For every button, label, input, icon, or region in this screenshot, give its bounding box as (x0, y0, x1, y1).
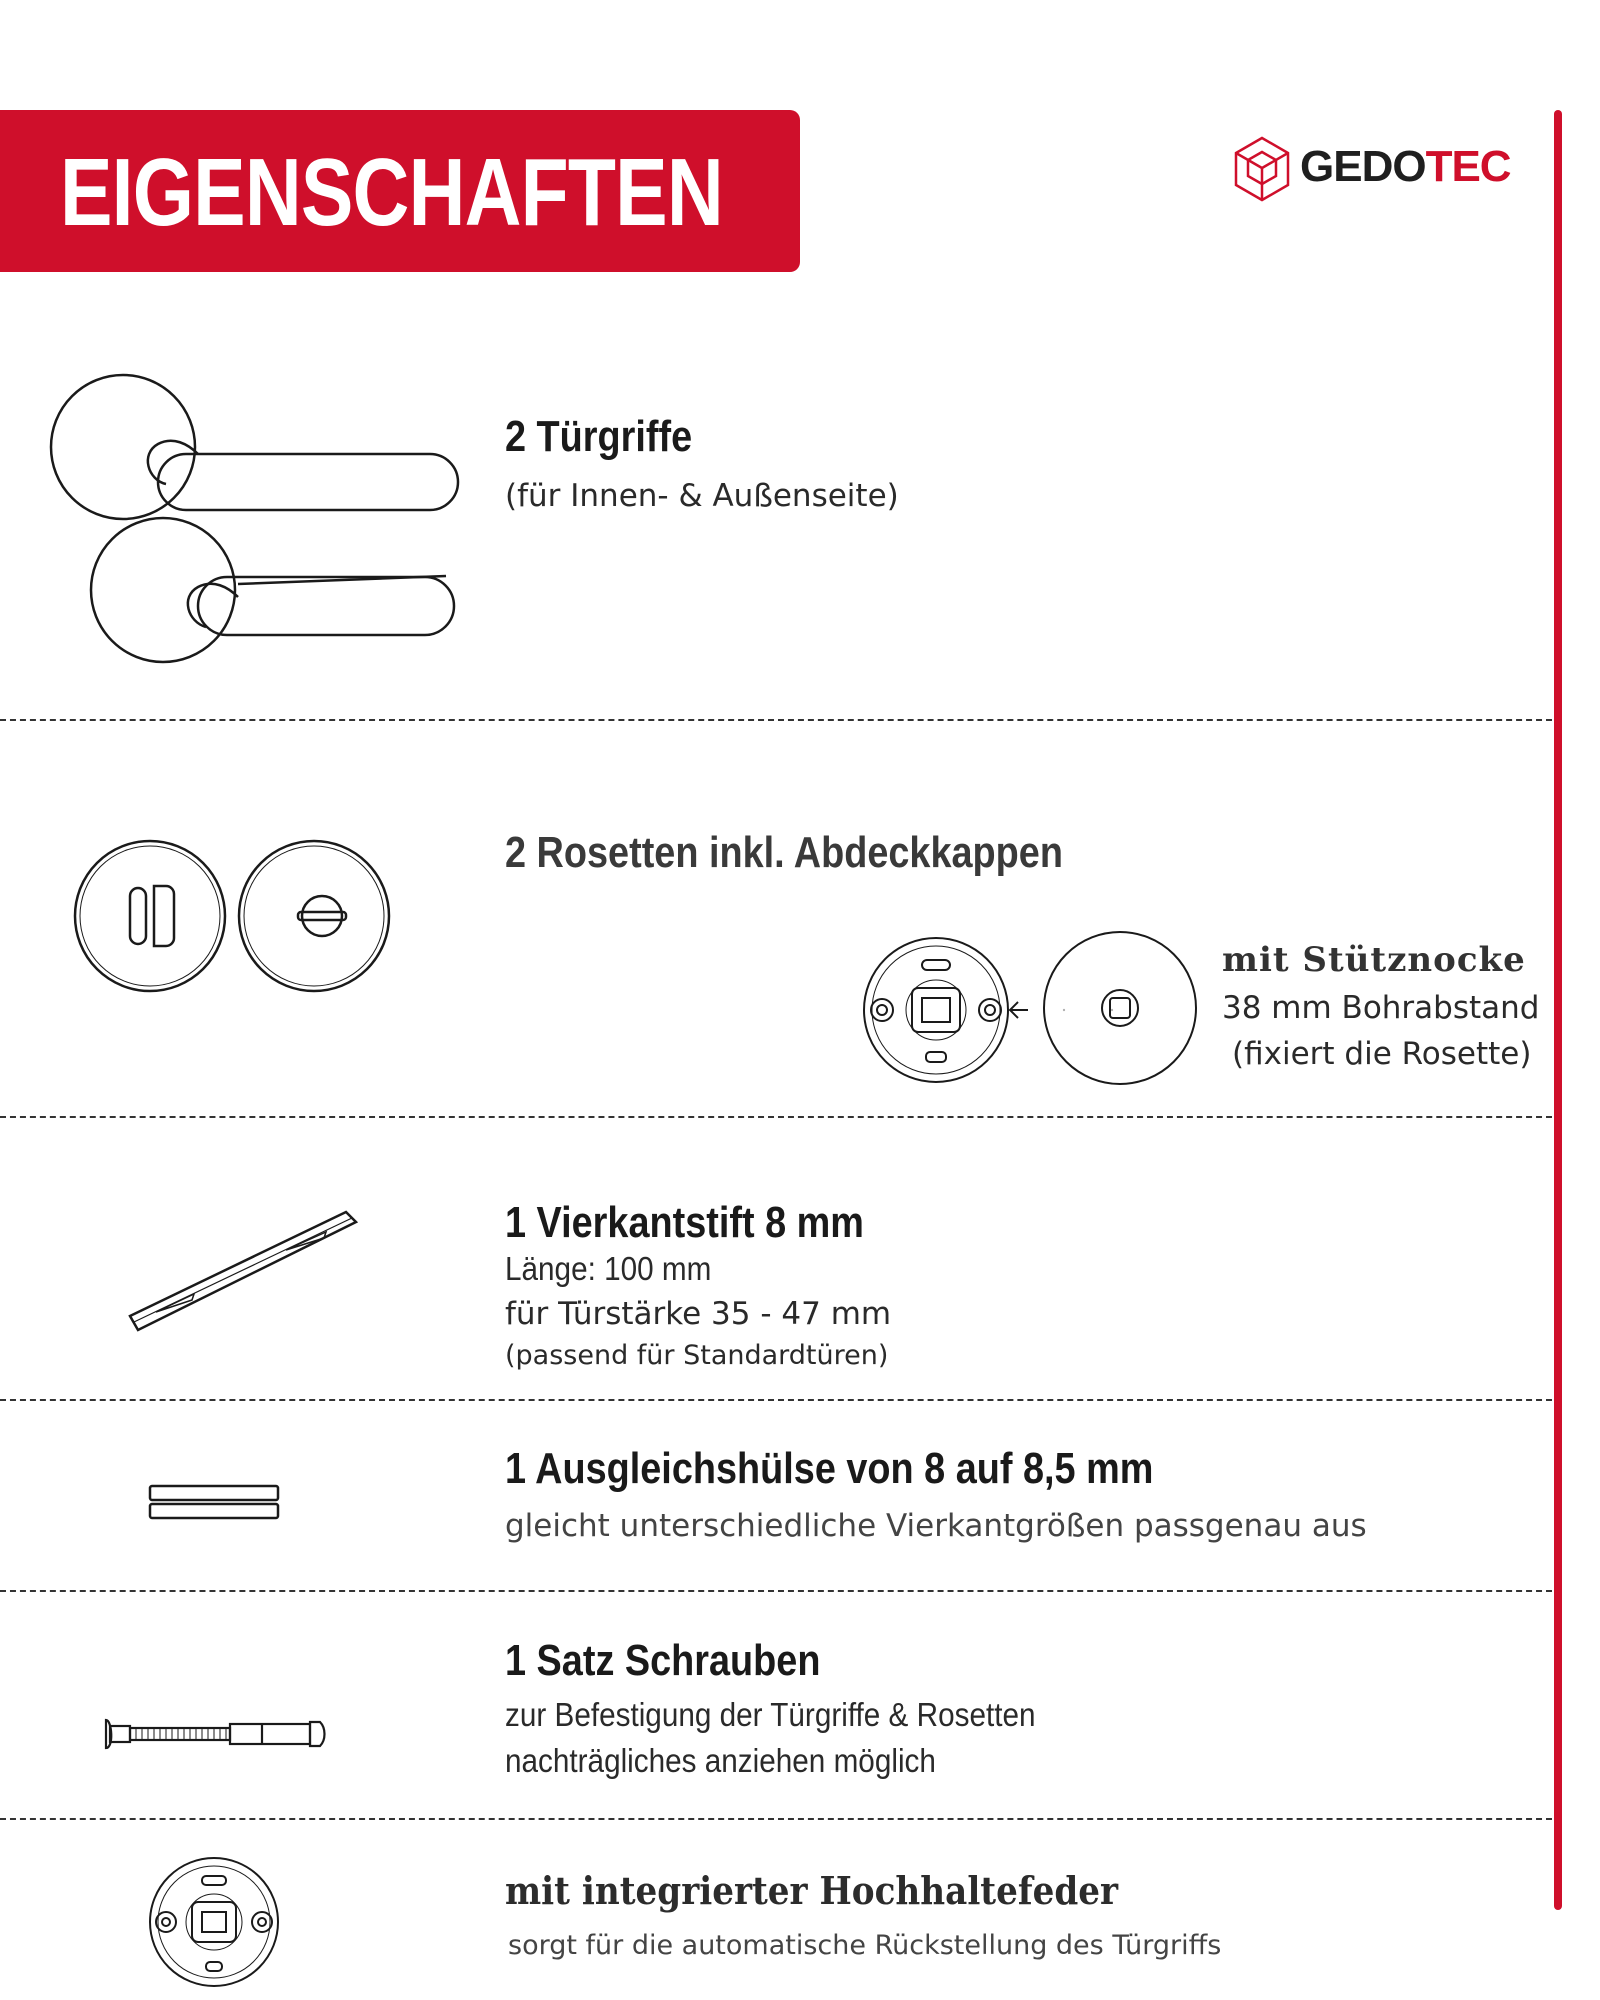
screw-icon (102, 1716, 328, 1752)
detail-title: mit Stütznocke (1222, 940, 1526, 980)
item-title: 2 Rosetten inkl. Abdeckkappen (505, 828, 1063, 877)
divider (0, 1116, 1552, 1118)
item-line: nachträgliches anziehen möglich (505, 1742, 936, 1779)
item-title: 1 Vierkantstift 8 mm (505, 1198, 864, 1247)
adapter-sleeve-icon (148, 1482, 282, 1522)
banner-title: EIGENSCHAFTEN (60, 139, 723, 246)
item-title: 2 Türgriffe (505, 412, 693, 461)
detail-line: 38 mm Bohrabstand (1222, 990, 1540, 1026)
header-banner (0, 110, 800, 272)
brand-logo (1232, 134, 1522, 204)
item-title: 1 Satz Schrauben (505, 1636, 821, 1685)
divider (0, 719, 1552, 721)
logo-wordmark: GEDOTEC (1300, 142, 1511, 191)
item-title: 1 Ausgleichshülse von 8 auf 8,5 mm (505, 1444, 1154, 1493)
item-title: mit integrierter Hochhaltefeder (505, 1868, 1119, 1913)
item-line: (für Innen- & Außenseite) (505, 478, 899, 514)
item-line: zur Befestigung der Türgriffe & Rosetten (505, 1696, 1036, 1733)
divider (0, 1818, 1552, 1820)
detail-line: (fixiert die Rosette) (1232, 1036, 1532, 1072)
rosettes-icon (72, 836, 394, 996)
item-line: für Türstärke 35 - 47 mm (505, 1296, 892, 1332)
return-spring-icon (146, 1854, 282, 1990)
item-line: Länge: 100 mm (505, 1250, 712, 1287)
rosette-cap-icon (1040, 928, 1200, 1088)
divider (0, 1590, 1552, 1592)
square-spindle-icon (126, 1208, 360, 1332)
door-handles-icon (48, 372, 468, 668)
item-line: gleicht unterschiedliche Vierkantgrößen passgenau aus (505, 1508, 1367, 1544)
logo-cube-icon (1232, 134, 1292, 204)
divider (0, 1399, 1552, 1401)
item-line: (passend für Standardtüren) (505, 1340, 889, 1371)
accent-vertical-bar (1554, 110, 1562, 1910)
item-line: sorgt für die automatische Rückstellung des Türgriffs (508, 1930, 1222, 1961)
